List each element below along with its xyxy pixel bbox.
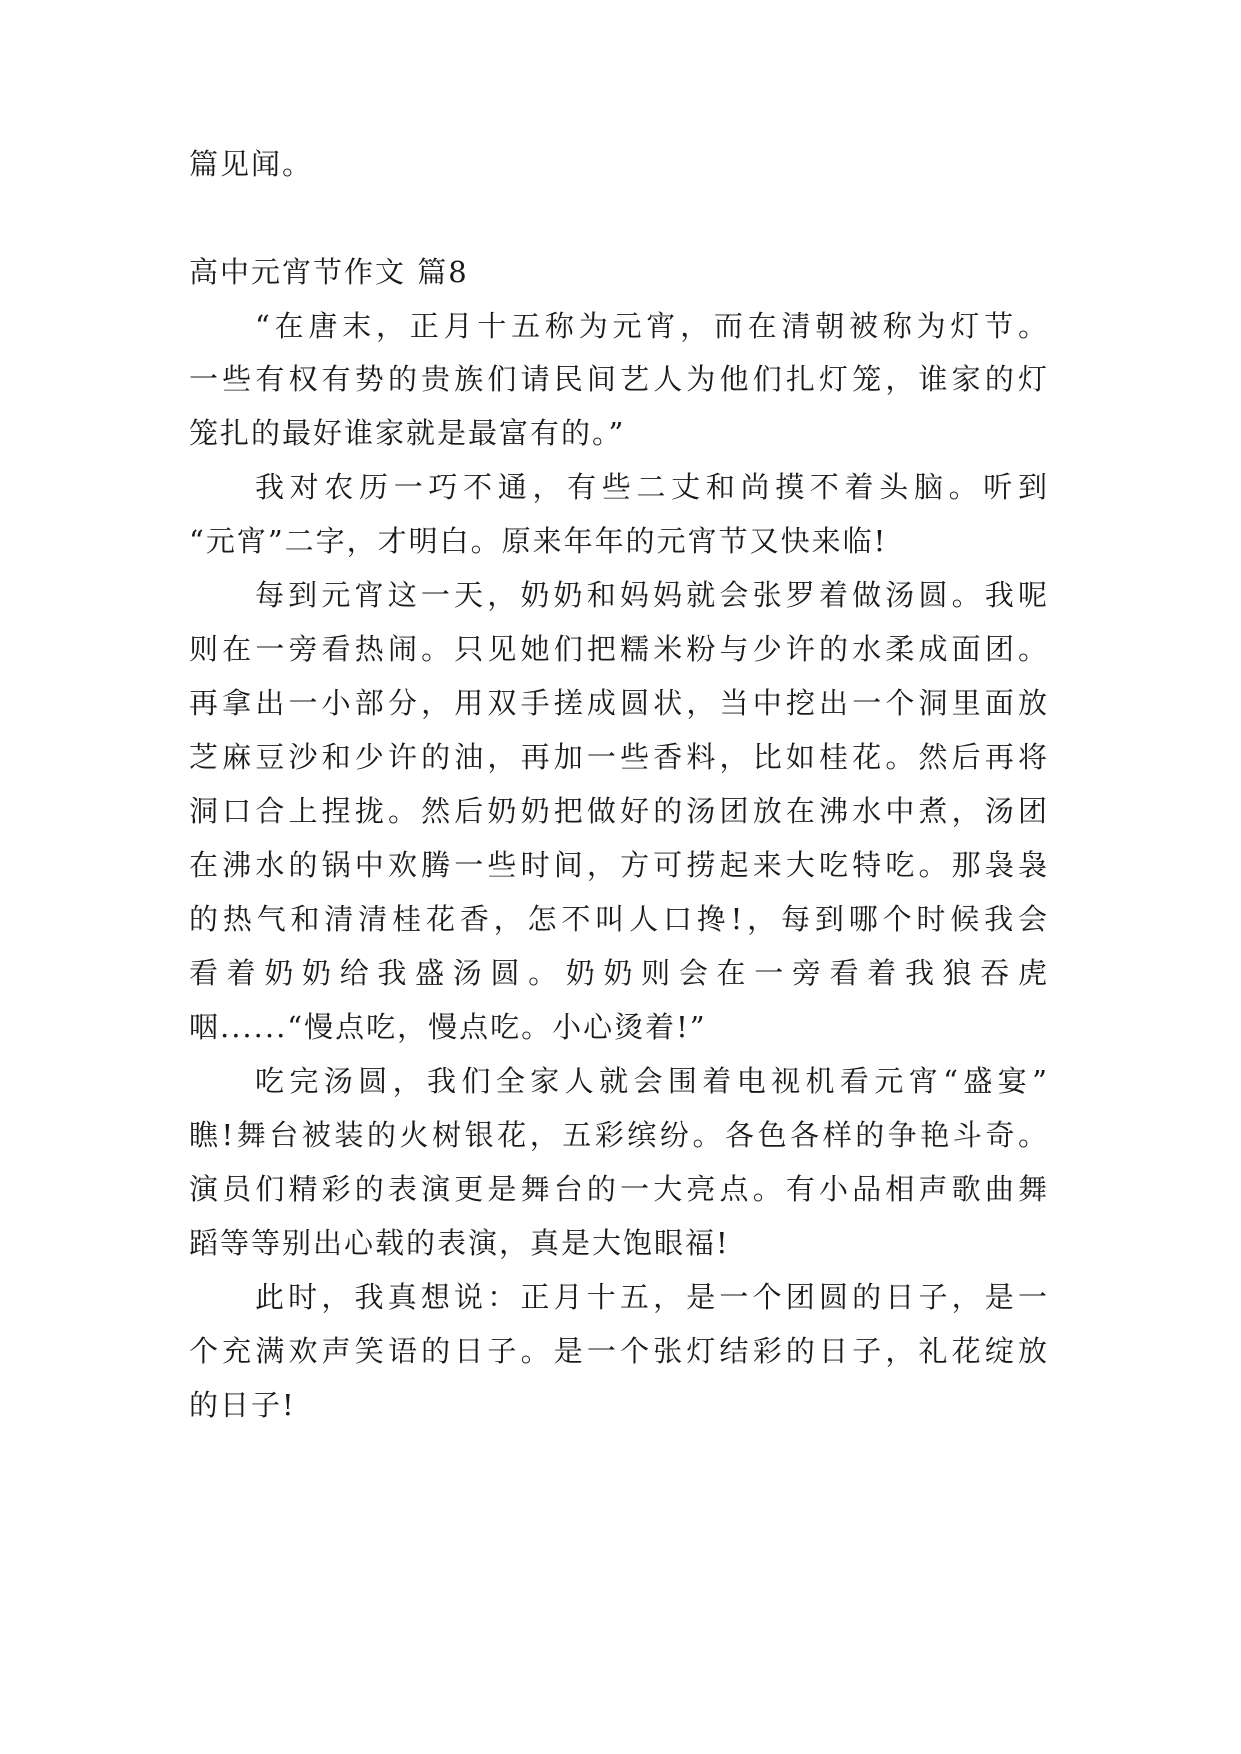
paragraph-line: 演员们精彩的表演更是舞台的一大亮点。有小品相声歌曲舞 xyxy=(189,1172,1049,1206)
paragraph-line: “在唐末，正月十五称为元宵，而在清朝被称为灯节。 xyxy=(255,309,1049,343)
paragraph-line: 洞口合上捏拢。然后奶奶把做好的汤团放在沸水中煮，汤团 xyxy=(189,794,1049,828)
paragraph-line: 此时，我真想说：正月十五，是一个团圆的日子，是一 xyxy=(255,1280,1049,1314)
paragraph-line: 看着奶奶给我盛汤圆。奶奶则会在一旁看着我狼吞虎 xyxy=(189,956,1049,990)
paragraph-line: 吃完汤圆，我们全家人就会围着电视机看元宵“盛宴” xyxy=(255,1064,1049,1098)
paragraph-line: 芝麻豆沙和少许的油，再加一些香料，比如桂花。然后再将 xyxy=(189,740,1049,774)
paragraph-line: 在沸水的锅中欢腾一些时间，方可捞起来大吃特吃。那袅袅 xyxy=(189,848,1049,882)
paragraph-line: “元宵”二字，才明白。原来年年的元宵节又快来临! xyxy=(189,524,888,558)
paragraph-line: 瞧!舞台被装的火树银花，五彩缤纷。各色各样的争艳斗奇。 xyxy=(189,1118,1049,1152)
paragraph-line: 一些有权有势的贵族们请民间艺人为他们扎灯笼，谁家的灯 xyxy=(189,362,1049,396)
previous-article-ending: 篇见闻。 xyxy=(189,147,314,181)
paragraph-line: 的热气和清清桂花香，怎不叫人口搀!，每到哪个时候我会 xyxy=(189,902,1049,936)
paragraph-line: 个充满欢声笑语的日子。是一个张灯结彩的日子，礼花绽放 xyxy=(189,1334,1049,1368)
paragraph-line: 每到元宵这一天，奶奶和妈妈就会张罗着做汤圆。我呢 xyxy=(255,578,1049,612)
paragraph-line: 咽......“慢点吃，慢点吃。小心烫着!” xyxy=(189,1010,707,1044)
paragraph-line: 再拿出一小部分，用双手搓成圆状，当中挖出一个洞里面放 xyxy=(189,686,1049,720)
paragraph-line: 的日子! xyxy=(189,1388,296,1422)
paragraph-line: 笼扎的最好谁家就是最富有的。” xyxy=(189,416,626,450)
paragraph-line: 则在一旁看热闹。只见她们把糯米粉与少许的水柔成面团。 xyxy=(189,632,1049,666)
paragraph-line: 蹈等等别出心载的表演，真是大饱眼福! xyxy=(189,1226,730,1260)
article-title: 高中元宵节作文 篇8 xyxy=(189,255,469,289)
paragraph-line: 我对农历一巧不通，有些二丈和尚摸不着头脑。听到 xyxy=(255,470,1049,504)
